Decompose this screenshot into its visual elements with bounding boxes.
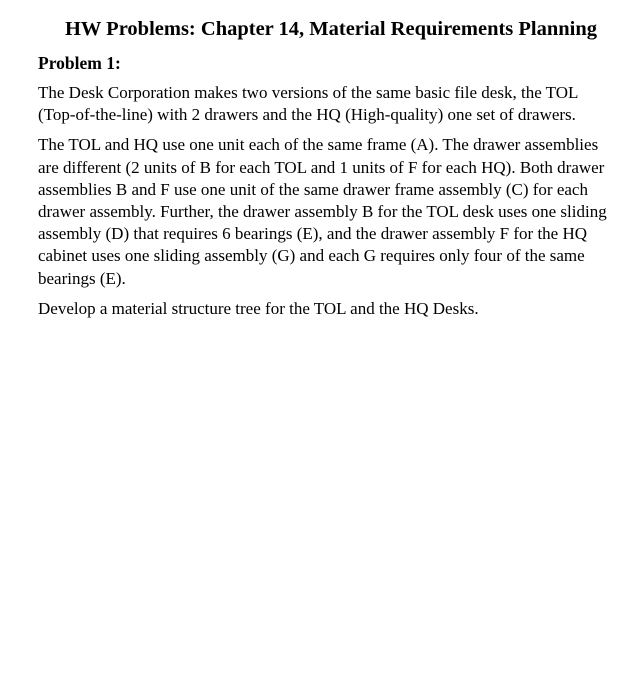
paragraph-intro: The Desk Corporation makes two versions of the same basic file desk, the TOL (Top-of-the-line) with 2 drawers and the HQ (High-quality) one set of drawers. — [38, 83, 578, 125]
paragraph-task: Develop a material structure tree for the TOL and the HQ Desks. — [38, 298, 479, 318]
page-title: HW Problems: Chapter 14, Material Requirements Planning — [64, 18, 598, 40]
problem-label: Problem 1: — [38, 53, 121, 73]
paragraph-details: The TOL and HQ use one unit each of the same frame (A). The drawer assemblies are different (2 units of B for each TOL and 1 units of F for each HQ). Both drawer assemblies B and F use one unit of the same drawer frame assembly (C) for each drawer assembly. Further, the drawer assembly B for the TOL desk uses one sliding assembly (D) that requires 6 bearings (E), and the drawer assembly F for the HQ cabinet uses one sliding assembly (G) and each G requires only four of the same bearings (E). — [38, 135, 607, 288]
document-page — [38, 16, 610, 328]
